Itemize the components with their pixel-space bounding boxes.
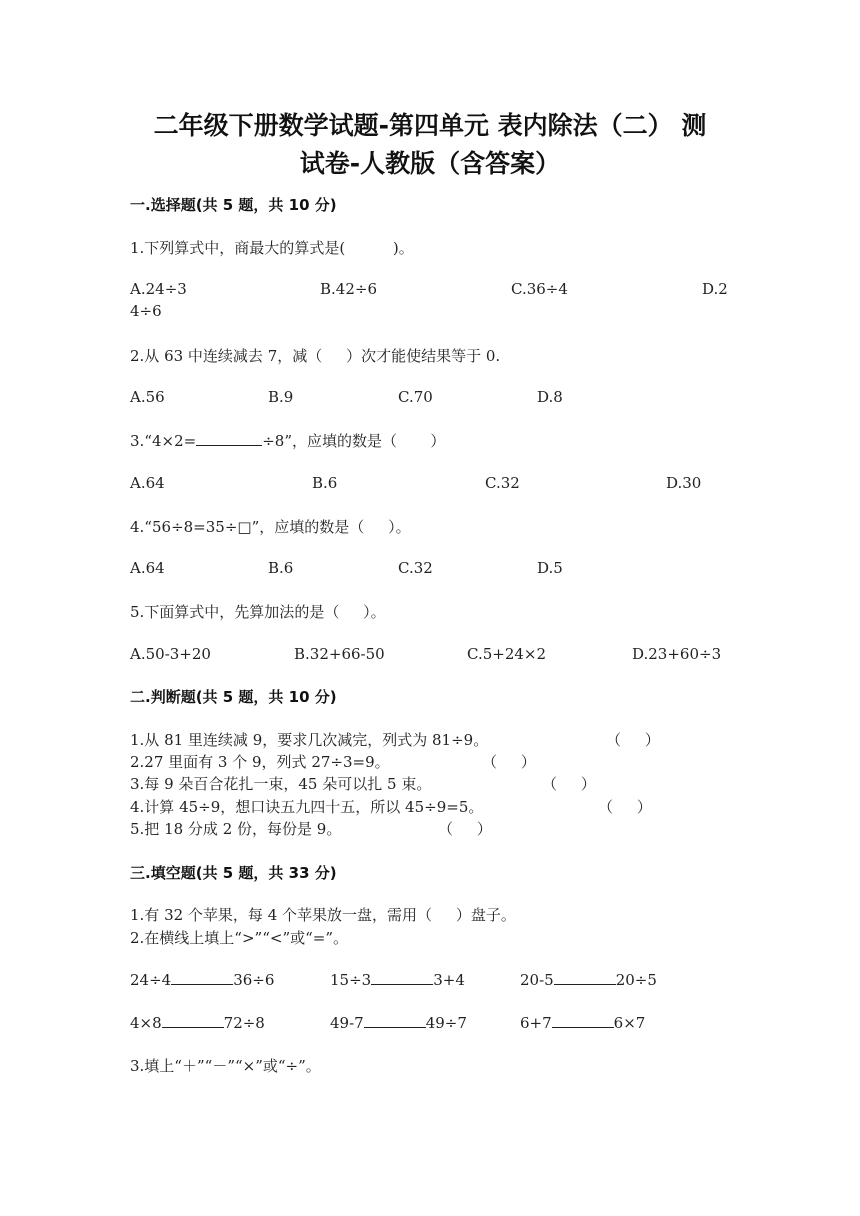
option-a: A.56 <box>130 388 165 406</box>
document-title-line-2: 试卷-人教版（含答案） <box>299 149 561 178</box>
compare-left: 49-7 <box>330 1014 364 1032</box>
compare-right: 49÷7 <box>425 1014 467 1032</box>
compare-right: 36÷6 <box>233 971 275 989</box>
compare-item <box>330 1013 467 1032</box>
answer-blank <box>196 431 262 446</box>
compare-left: 4×8 <box>130 1014 162 1032</box>
option-c: C.36÷4 <box>511 280 568 298</box>
option-a: A.50-3+20 <box>130 645 211 663</box>
option-c: C.32 <box>485 474 520 492</box>
compare-left: 15÷3 <box>330 971 372 989</box>
question-text: 2.从 63 中连续减去 7，减（ ）次才能使结果等于 0. <box>130 347 501 365</box>
option-c: C.70 <box>398 388 433 406</box>
compare-right: 6×7 <box>613 1014 646 1032</box>
option-d-wrap: 4÷6 <box>130 302 162 320</box>
judgement-paren: （ ） <box>482 753 536 771</box>
option-b: B.32+66-50 <box>294 645 385 663</box>
question-text: 3.填上“＋”“－”“×”或“÷”。 <box>130 1057 321 1075</box>
option-b: B.6 <box>312 474 338 492</box>
answer-blank <box>552 1013 614 1028</box>
judgement-item: 2.27 里面有 3 个 9，列式 27÷3=9。 <box>130 753 390 771</box>
section-heading-judgement: 二.判断题(共 5 题，共 10 分) <box>130 688 337 706</box>
section-heading-choice: 一.选择题(共 5 题，共 10 分) <box>130 196 337 214</box>
question-text: 5.下面算式中，先算加法的是（ ）。 <box>130 603 386 621</box>
question-text: 4.“56÷8=35÷□”，应填的数是（ ）。 <box>130 518 411 536</box>
option-a: A.64 <box>130 559 165 577</box>
question-text: 2.在横线上填上“>”“<”或“=”。 <box>130 929 349 947</box>
question-text-part: ÷8”，应填的数是（ ） <box>262 432 446 450</box>
answer-blank <box>162 1013 224 1028</box>
compare-item <box>330 970 465 989</box>
compare-left: 20-5 <box>520 971 554 989</box>
judgement-item: 3.每 9 朵百合花扎一束，45 朵可以扎 5 束。 <box>130 775 432 793</box>
answer-blank <box>371 970 433 985</box>
answer-blank <box>554 970 616 985</box>
compare-right: 20÷5 <box>615 971 657 989</box>
judgement-item: 5.把 18 分成 2 份，每份是 9。 <box>130 820 342 838</box>
judgement-paren: （ ） <box>606 731 660 749</box>
judgement-item: 4.计算 45÷9，想口诀五九四十五，所以 45÷9=5。 <box>130 798 484 816</box>
option-d: D.5 <box>537 559 563 577</box>
question-text-part: 3.“4×2= <box>130 432 197 450</box>
compare-item <box>130 1013 265 1032</box>
option-b: B.42÷6 <box>320 280 377 298</box>
question-text <box>130 430 445 451</box>
option-a: A.24÷3 <box>130 280 187 298</box>
compare-item <box>520 970 657 989</box>
compare-item <box>520 1013 645 1032</box>
judgement-item: 1.从 81 里连续减 9，要求几次减完，列式为 81÷9。 <box>130 731 489 749</box>
compare-right: 3+4 <box>433 971 465 989</box>
option-d: D.23+60÷3 <box>632 645 722 663</box>
option-a: A.64 <box>130 474 165 492</box>
answer-blank <box>364 1013 426 1028</box>
compare-right: 72÷8 <box>223 1014 265 1032</box>
compare-left: 24÷4 <box>130 971 172 989</box>
judgement-paren: （ ） <box>598 798 652 816</box>
option-d: D.8 <box>537 388 563 406</box>
section-heading-fill-in: 三.填空题(共 5 题，共 33 分) <box>130 864 337 882</box>
document-title-line-1: 二年级下册数学试题-第四单元 表内除法（二） 测 <box>153 111 707 140</box>
option-d: D.30 <box>666 474 702 492</box>
option-d: D.2 <box>702 280 728 298</box>
compare-left: 6+7 <box>520 1014 552 1032</box>
option-b: B.6 <box>268 559 294 577</box>
option-b: B.9 <box>268 388 294 406</box>
option-c: C.5+24×2 <box>467 645 547 663</box>
judgement-paren: （ ） <box>438 820 492 838</box>
question-text: 1.有 32 个苹果，每 4 个苹果放一盘，需用（ ）盘子。 <box>130 906 516 924</box>
compare-item <box>130 970 274 989</box>
judgement-paren: （ ） <box>542 775 596 793</box>
option-c: C.32 <box>398 559 433 577</box>
question-text: 1.下列算式中，商最大的算式是( )。 <box>130 239 414 257</box>
answer-blank <box>171 970 233 985</box>
